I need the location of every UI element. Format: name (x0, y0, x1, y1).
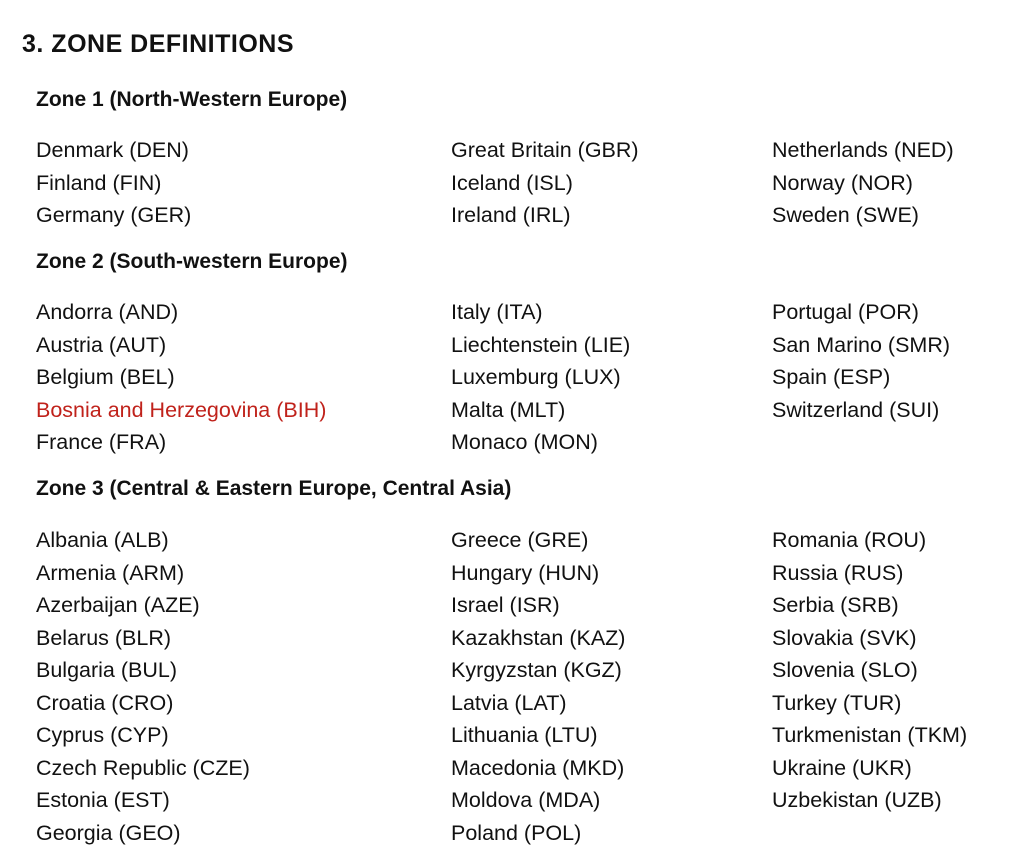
country-entry: Estonia (EST) (36, 788, 170, 812)
country-entry: Greece (GRE) (451, 528, 589, 552)
zone-2-column-2 (451, 296, 630, 459)
country-entry: Spain (ESP) (772, 365, 891, 389)
country-entry: Bosnia and Herzegovina (BIH) (36, 397, 327, 422)
zone-3-column-3 (772, 524, 967, 817)
country-entry: Denmark (DEN) (36, 138, 189, 162)
country-entry: Monaco (MON) (451, 430, 598, 454)
country-entry: Turkmenistan (TKM) (772, 723, 968, 747)
country-entry: Sweden (SWE) (772, 203, 919, 227)
zone-3-column-2 (451, 524, 625, 849)
country-entry: Iceland (ISL) (451, 170, 573, 195)
country-entry: Great Britain (GBR) (451, 138, 639, 162)
country-entry: Switzerland (SUI) (772, 397, 940, 422)
country-entry: Kazakhstan (KAZ) (451, 625, 626, 650)
country-entry: Macedonia (MKD) (451, 755, 625, 780)
country-entry: Belarus (BLR) (36, 625, 172, 650)
country-entry: France (FRA) (36, 430, 167, 454)
country-entry: Georgia (GEO) (36, 820, 181, 845)
zone-1-column-3 (772, 134, 954, 232)
country-entry: Finland (FIN) (36, 170, 162, 195)
zone-2-column-1 (36, 296, 326, 459)
country-entry: Cyprus (CYP) (36, 723, 169, 747)
country-entry: Slovenia (SLO) (772, 658, 918, 682)
country-entry: Israel (ISR) (451, 593, 560, 617)
zone-2-column-3 (772, 296, 950, 426)
country-entry: Albania (ALB) (36, 528, 169, 552)
country-entry: Portugal (POR) (772, 300, 919, 324)
country-entry: Luxemburg (LUX) (451, 365, 621, 389)
country-entry: Croatia (CRO) (36, 690, 174, 715)
country-entry: Italy (ITA) (451, 300, 543, 324)
country-entry: Hungary (HUN) (451, 560, 600, 585)
country-entry: Andorra (AND) (36, 300, 179, 324)
zone-1-column-2 (451, 134, 639, 232)
country-entry: Turkey (TUR) (772, 690, 902, 715)
country-entry: Moldova (MDA) (451, 788, 601, 812)
country-entry: Serbia (SRB) (772, 593, 899, 617)
country-entry: Uzbekistan (UZB) (772, 788, 942, 812)
country-entry: San Marino (SMR) (772, 332, 951, 357)
country-entry: Germany (GER) (36, 203, 192, 227)
country-entry: Latvia (LAT) (451, 690, 567, 715)
country-entry: Ukraine (UKR) (772, 755, 912, 780)
country-entry: Belgium (BEL) (36, 365, 175, 389)
country-entry: Netherlands (NED) (772, 138, 954, 162)
zone-3-heading: Zone 3 (Central & Eastern Europe, Central Asia) (36, 477, 512, 500)
zone-1-column-1 (36, 134, 191, 232)
zone-1-heading: Zone 1 (North-Western Europe) (36, 88, 348, 111)
country-entry: Russia (RUS) (772, 560, 904, 585)
country-entry: Slovakia (SVK) (772, 625, 917, 650)
country-entry: Bulgaria (BUL) (36, 658, 177, 682)
country-entry: Azerbaijan (AZE) (36, 593, 200, 617)
country-entry: Lithuania (LTU) (451, 723, 598, 747)
country-entry: Romania (ROU) (772, 528, 927, 552)
zone-2-heading: Zone 2 (South-western Europe) (36, 250, 348, 273)
country-entry: Norway (NOR) (772, 170, 913, 195)
country-entry: Armenia (ARM) (36, 560, 185, 585)
country-entry: Poland (POL) (451, 820, 582, 845)
country-entry: Malta (MLT) (451, 397, 566, 422)
country-entry: Czech Republic (CZE) (36, 755, 250, 780)
country-entry: Kyrgyzstan (KGZ) (451, 658, 622, 682)
country-entry: Ireland (IRL) (451, 203, 571, 227)
country-entry: Austria (AUT) (36, 332, 167, 357)
section-title: 3. ZONE DEFINITIONS (22, 30, 295, 58)
country-entry: Liechtenstein (LIE) (451, 332, 631, 357)
zone-3-column-1 (36, 524, 250, 849)
